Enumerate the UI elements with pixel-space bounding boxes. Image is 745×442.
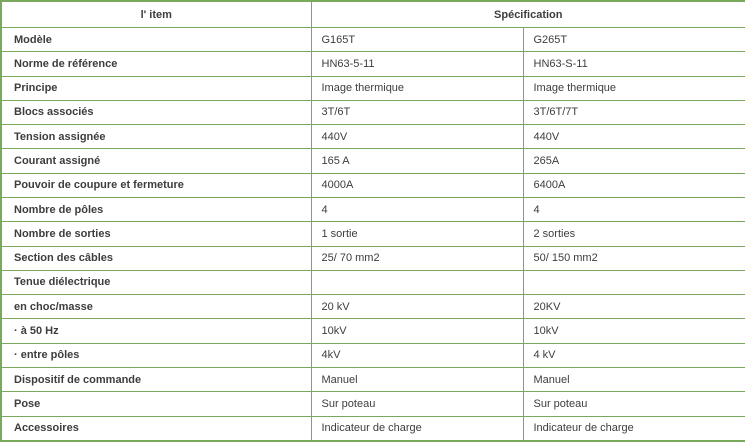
row-value-g165t: 4kV [311,343,523,367]
table-row [1,125,745,149]
table-row [1,295,745,319]
row-value-g265t: 20KV [523,295,745,319]
row-value-g165t: 4 [311,197,523,221]
row-value-g165t: G165T [311,28,523,52]
table-row [1,367,745,391]
row-label: Principe [1,76,311,100]
row-label: Tenue diélectrique [1,270,311,294]
row-value-g265t: 2 sorties [523,222,745,246]
row-value-g165t: 10kV [311,319,523,343]
header-item: l' item [1,1,311,28]
row-value-g265t [523,270,745,294]
row-value-g265t: 3T/6T/7T [523,100,745,124]
table-row [1,52,745,76]
row-value-g265t: Image thermique [523,76,745,100]
row-label: Modèle [1,28,311,52]
table-row [1,197,745,221]
row-value-g165t: Image thermique [311,76,523,100]
row-value-g265t: 4 kV [523,343,745,367]
row-value-g265t: Indicateur de charge [523,416,745,441]
row-value-g265t: HN63-S-11 [523,52,745,76]
row-label: Norme de référence [1,52,311,76]
table-row [1,76,745,100]
row-label: Courant assigné [1,149,311,173]
table-row [1,319,745,343]
row-value-g165t: 440V [311,125,523,149]
table-row [1,270,745,294]
row-label: Pose [1,392,311,416]
table-row [1,392,745,416]
table-row [1,246,745,270]
row-value-g165t: Indicateur de charge [311,416,523,441]
table-row [1,222,745,246]
row-label: Accessoires [1,416,311,441]
row-value-g165t: Manuel [311,367,523,391]
row-value-g165t: HN63-5-11 [311,52,523,76]
row-value-g265t: 50/ 150 mm2 [523,246,745,270]
table-row [1,416,745,441]
row-value-g165t: 3T/6T [311,100,523,124]
row-value-g265t: G265T [523,28,745,52]
header-specification: Spécification [311,1,745,28]
row-label: Pouvoir de coupure et fermeture [1,173,311,197]
row-label: Dispositif de commande [1,367,311,391]
table-row [1,28,745,52]
table-row [1,343,745,367]
row-label: Section des câbles [1,246,311,270]
row-value-g265t: 10kV [523,319,745,343]
row-value-g265t: 4 [523,197,745,221]
table-row [1,100,745,124]
row-value-g165t [311,270,523,294]
table-row [1,149,745,173]
row-value-g265t: 265A [523,149,745,173]
row-value-g165t: Sur poteau [311,392,523,416]
row-value-g165t: 1 sortie [311,222,523,246]
row-label: Blocs associés [1,100,311,124]
row-value-g165t: 25/ 70 mm2 [311,246,523,270]
row-value-g165t: 20 kV [311,295,523,319]
row-label: Nombre de pôles [1,197,311,221]
row-label: Tension assignée [1,125,311,149]
row-label: en choc/masse [1,295,311,319]
row-label: Nombre de sorties [1,222,311,246]
row-value-g165t: 165 A [311,149,523,173]
row-label: · entre pôles [1,343,311,367]
header-row [1,1,745,28]
row-value-g265t: Sur poteau [523,392,745,416]
row-value-g265t: 6400A [523,173,745,197]
row-label: · à 50 Hz [1,319,311,343]
row-value-g265t: Manuel [523,367,745,391]
row-value-g165t: 4000A [311,173,523,197]
row-value-g265t: 440V [523,125,745,149]
table-row [1,173,745,197]
